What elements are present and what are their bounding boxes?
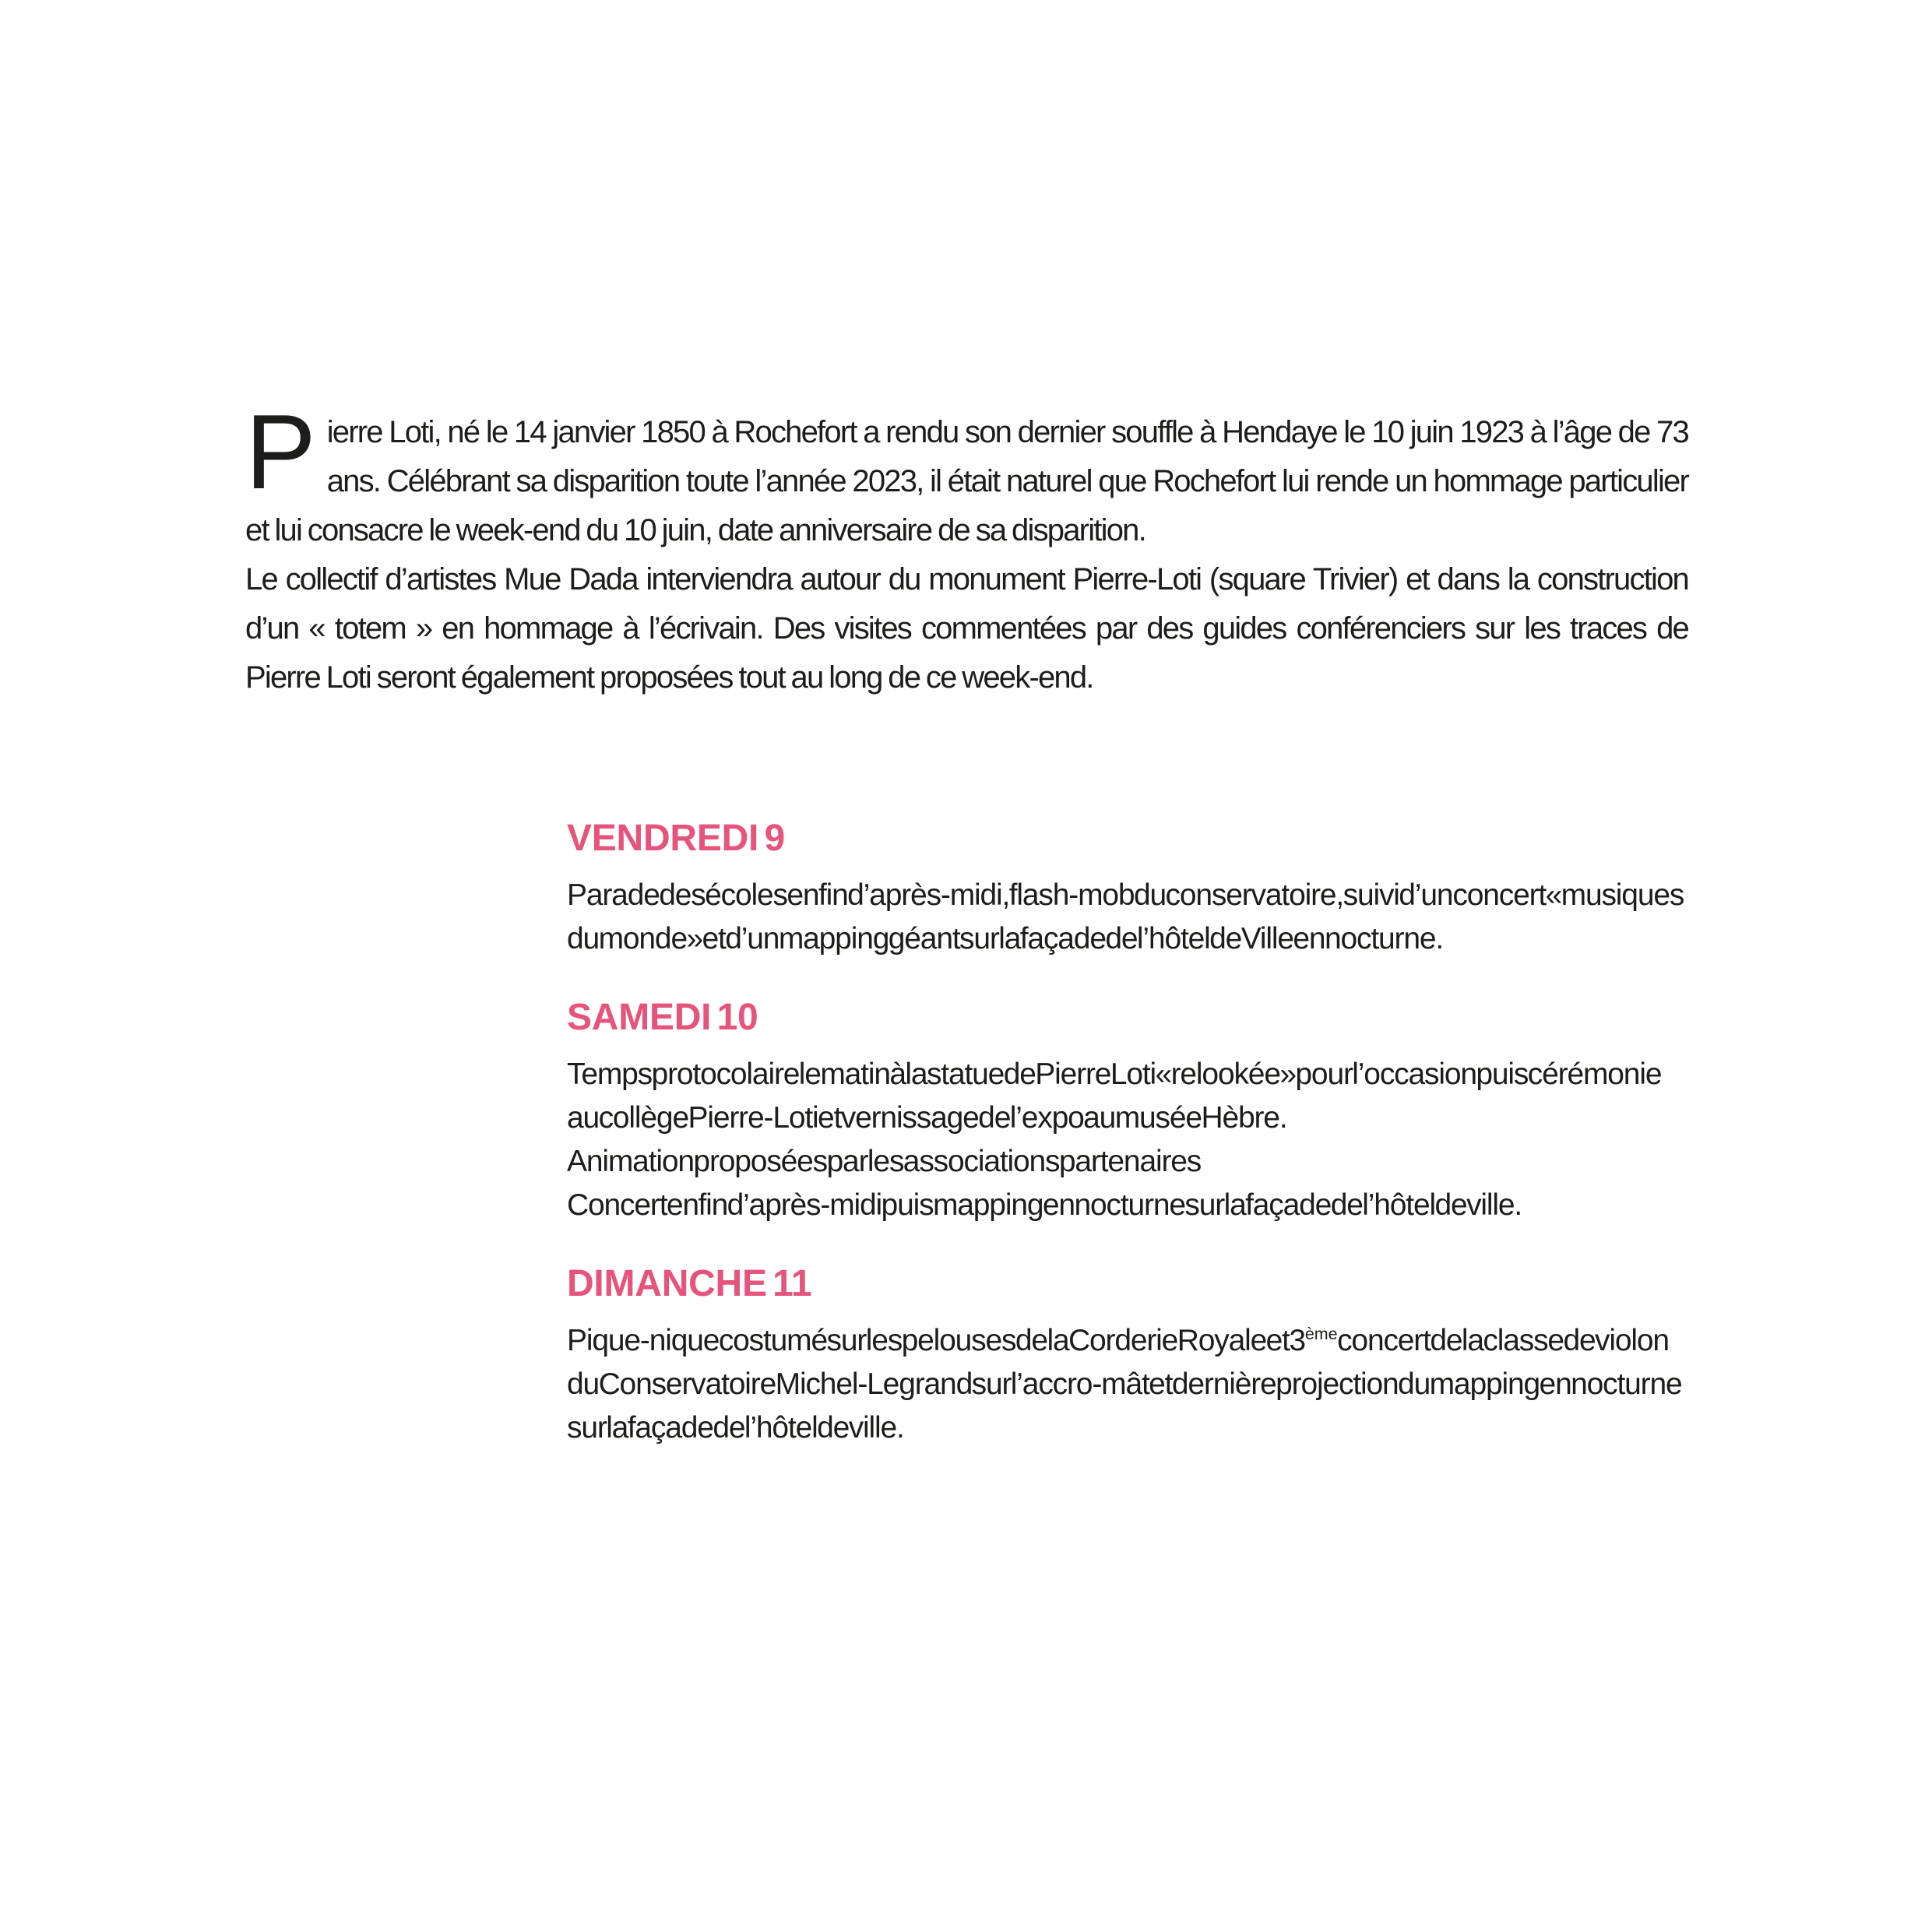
event-body-dimanche-after-sup: concert de la classe de violon du Conservatoire Michel-Legrand sur l’accro-mât et dernière projection du mapping en nocturne sur la façade de l’hôtel de ville. (567, 1324, 1682, 1445)
intro-paragraph-1-text: ierre Loti, né le 14 janvier 1850 à Rochefort a rendu son dernier souffle à Hendaye le 10 juin 1923 à l’âge de 73 ans. Célébrant sa disparition toute l’année 2023, il était naturel que Rochefort lui rende un hommage particulier et lui consacre le week-end du 10 juin, date anniversaire de sa disparition. (245, 415, 1688, 547)
intro-block (245, 392, 1688, 702)
event-body-dimanche-before-sup: Pique-nique costumé sur les pelouses de la Corderie Royale et 3 (567, 1324, 1305, 1357)
event-section-samedi (567, 998, 1687, 1227)
event-heading-vendredi: VENDREDI 9 (567, 818, 785, 859)
event-section-vendredi (567, 819, 1687, 961)
event-program (567, 819, 1687, 1487)
event-heading-samedi: SAMEDI 10 (567, 997, 758, 1038)
event-body-vendredi: Parade des écoles en fin d’après-midi, flash-mob du conservatoire, suivi d’unconcert « musiques du monde » et d’un mapping géant sur la façade de l’hôtel de Ville en nocturne. (567, 878, 1684, 955)
drop-cap: P (245, 392, 316, 511)
event-body-dimanche (567, 1319, 1687, 1450)
event-body-samedi-line-2: Animation proposées par les associations partenaires (567, 1145, 1202, 1178)
event-body-dimanche-superscript: ème (1304, 1325, 1338, 1343)
intro-paragraph-1 (245, 392, 1688, 555)
event-body-samedi-line-1: Temps protocolaire le matin à la statue de Pierre Loti « relookée » pour l’occasion puis cérémonie au collège Pierre-Loti et vernissage de l’expo au musée Hèbre. (567, 1057, 1662, 1135)
event-heading-dimanche: DIMANCHE 11 (567, 1263, 812, 1304)
event-body-samedi-line-3: Concert en fin d’après-midi puis mapping en nocturne sur la façade de l’hôtel de ville. (567, 1188, 1522, 1222)
event-section-dimanche (567, 1265, 1687, 1450)
intro-paragraph-2: Le collectif d’artistes Mue Dada interviendra autour du monument Pierre-Loti (square Trivier) et dans la construction d’un « totem » en hommage à l’écrivain. Des visites commentées par des guides conférenciers sur les traces de Pierre Loti seront également proposées tout au long de ce week-end. (245, 562, 1688, 695)
